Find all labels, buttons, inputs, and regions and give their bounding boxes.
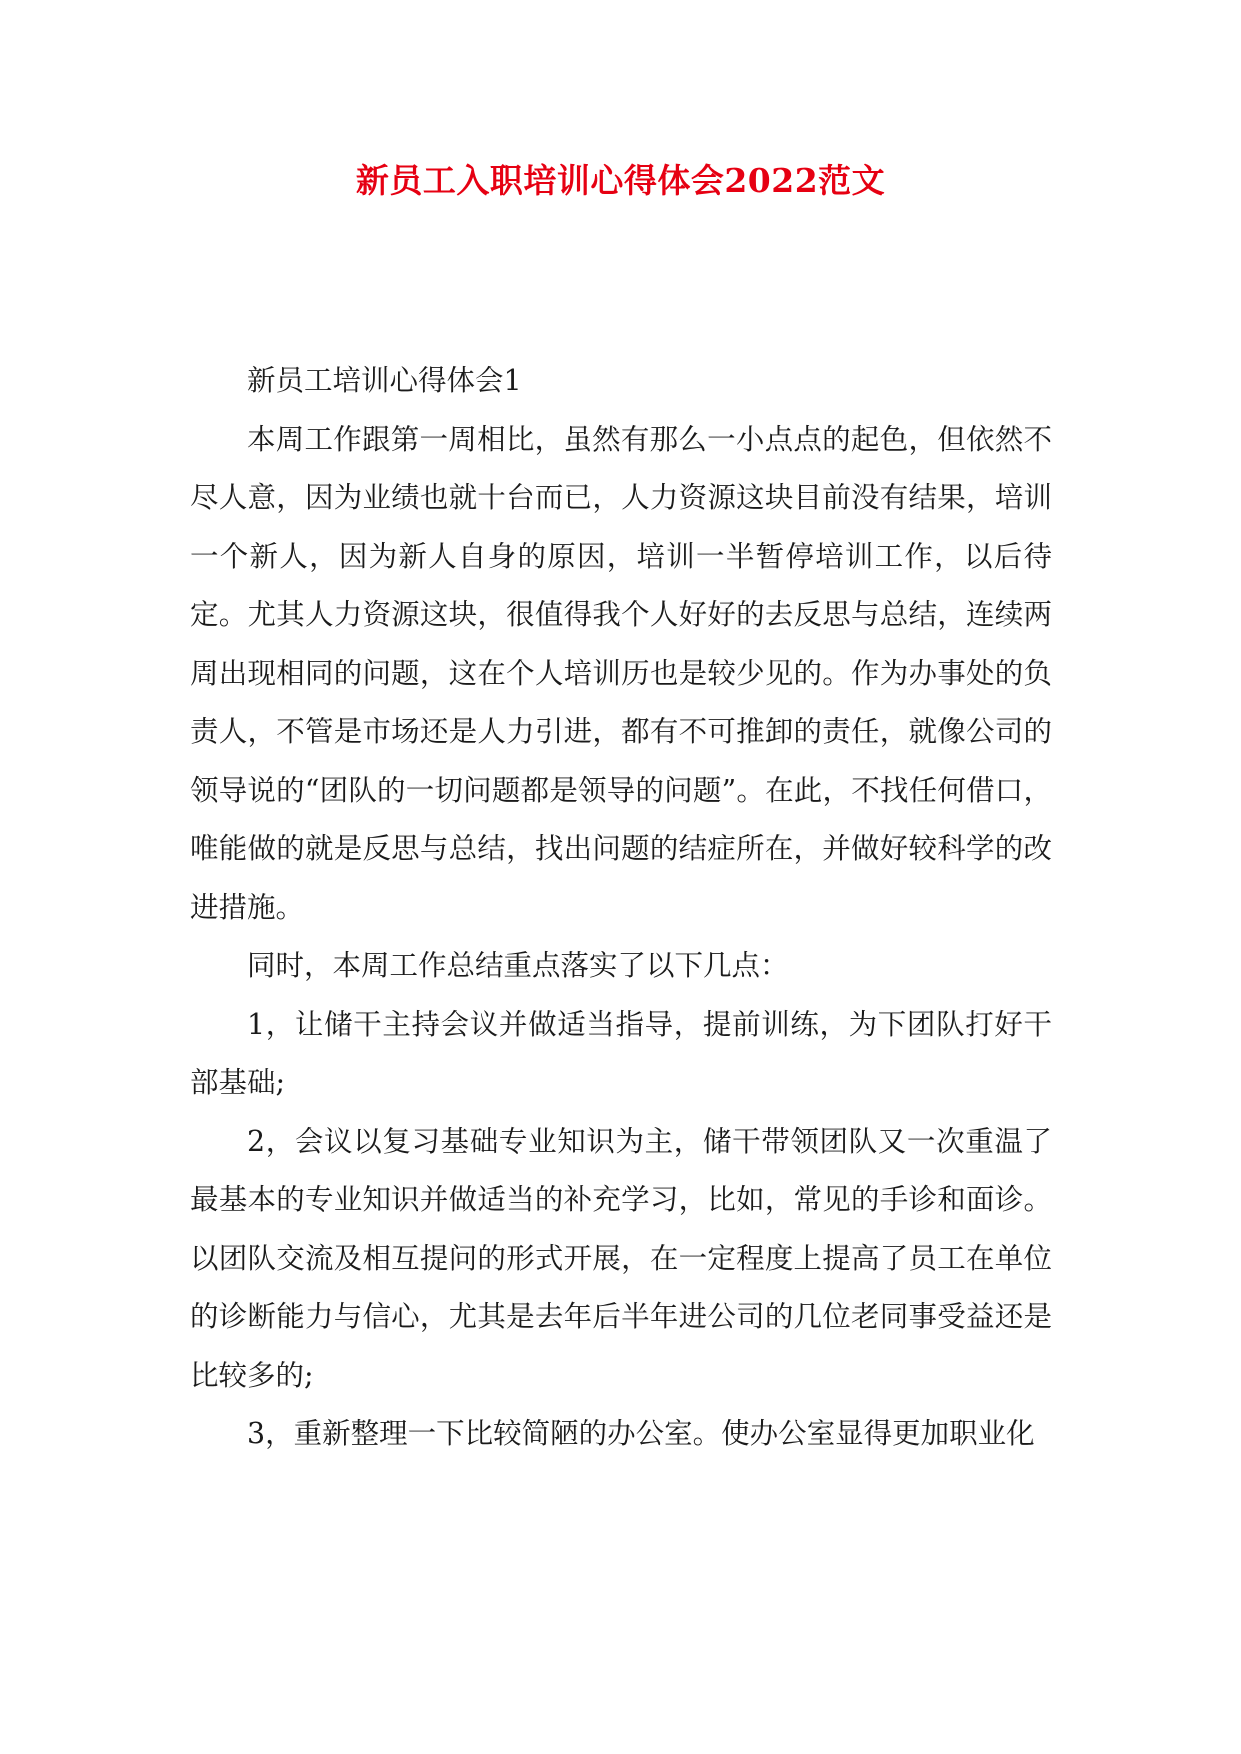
- list-item: 1，让储干主持会议并做适当指导，提前训练，为下团队打好干部基础;: [190, 1007, 1052, 1099]
- document-body: [190, 352, 1052, 1464]
- body-paragraph: 同时，本周工作总结重点落实了以下几点：: [247, 949, 789, 982]
- document-title: 新员工入职培训心得体会2022范文: [355, 161, 886, 200]
- section-heading: 新员工培训心得体会1: [247, 364, 522, 397]
- body-paragraph: 本周工作跟第一周相比，虽然有那么一小点点的起色，但依然不尽人意，因为业绩也就十台而已，人力资源这块目前没有结果，培训一个新人，因为新人自身的原因，培训一半暂停培训工作，以后待定。尤其人力资源这块，很值得我个人好好的去反思与总结，连续两周出现相同的问题，这在个人培训历也是较少见的。作为办事处的负责人，不管是市场还是人力引进，都有不可推卸的责任，就像公司的领导说的“团队的一切问题都是领导的问题”。在此，不找任何借口，唯能做的就是反思与总结，找出问题的结症所在，并做好较科学的改进措施。: [190, 422, 1052, 924]
- list-item: 3，重新整理一下比较简陋的办公室。使办公室显得更加职业化: [247, 1417, 1035, 1450]
- list-item: 2，会议以复习基础专业知识为主，储干带领团队又一次重温了最基本的专业知识并做适当的补充学习，比如，常见的手诊和面诊。以团队交流及相互提问的形式开展，在一定程度上提高了员工在单位的诊断能力与信心，尤其是去年后半年进公司的几位老同事受益还是比较多的;: [190, 1124, 1052, 1392]
